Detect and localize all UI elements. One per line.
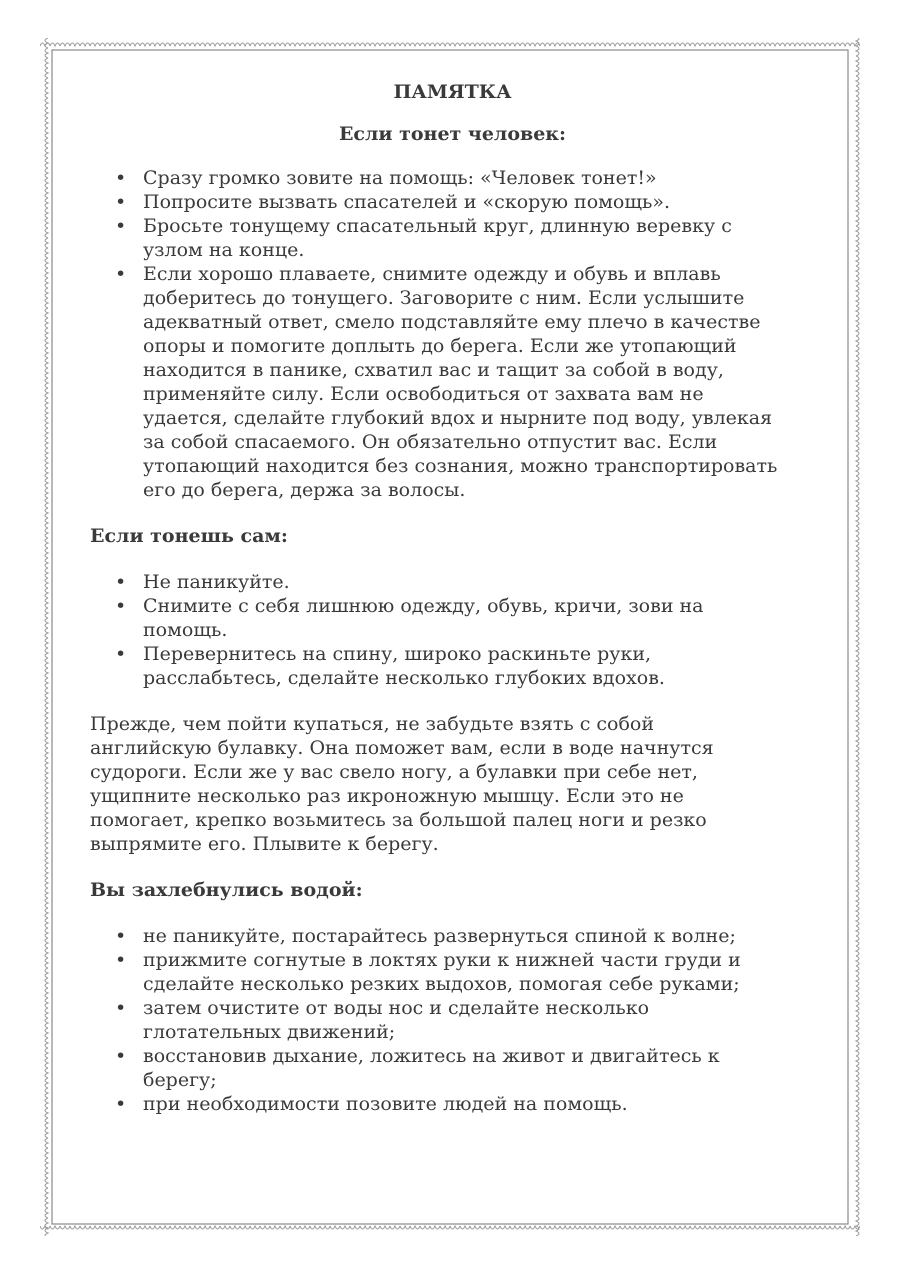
bullet-icon: • <box>115 925 127 947</box>
section-heading-self-drowning: Если тонешь сам: <box>90 525 288 547</box>
list-item: • прижмите согнутые в локтях руки к нижней части груди и сделайте несколько резких выдохов, помогая себе руками; <box>115 949 741 995</box>
list-item: • Не паникуйте. <box>115 571 290 593</box>
list-item: • восстановив дыхание, ложитесь на живот и двигайтесь к берегу; <box>115 1045 720 1091</box>
list-item: • Бросьте тонущему спасательный круг, длинную веревку с узлом на конце. <box>115 215 732 261</box>
section-heading-choked-on-water: Вы захлебнулись водой: <box>90 879 363 901</box>
list-item: • при необходимости позовите людей на помощь. <box>115 1093 628 1115</box>
bullet-icon: • <box>115 571 127 593</box>
bullet-icon: • <box>115 167 127 189</box>
list-choked-on-water <box>50 924 830 1116</box>
list-item: • Попросите вызвать спасателей и «скорую помощь». <box>115 191 671 213</box>
bullet-icon: • <box>115 643 127 665</box>
list-item: • не паникуйте, постарайтесь развернуться спиной к волне; <box>115 925 736 947</box>
bullet-icon: • <box>115 949 127 971</box>
pin-advice-paragraph: Прежде, чем пойти купаться, не забудьте взять с собой английскую булавку. Она поможет вам, если в воде начнутся судороги. Если же у вас свело ногу, а булавки при себе нет, ущипните несколько раз икроножную мышцу. Если это не помогает, крепко возьмитесь за большой палец ноги и резко выпрямите его. Плывите к берегу. <box>90 713 714 855</box>
list-someone-drowning <box>50 166 830 502</box>
bullet-icon: • <box>115 215 127 237</box>
list-item: • Сразу громко зовите на помощь: «Человек тонет!» <box>115 167 657 189</box>
bullet-icon: • <box>115 1045 127 1067</box>
bullet-icon: • <box>115 191 127 213</box>
page-title: ПАМЯТКА <box>393 81 512 103</box>
list-item: • Если хорошо плаваете, снимите одежду и обувь и вплавь доберитесь до тонущего. Заговорите с ним. Если услышите адекватный ответ, смело подставляйте ему плечо в качестве опоры и помогите доплыть до берега. Если же утопающий находится в панике, схватил вас и тащит за собой в воду, применяйте силу. Если освободиться от захвата вам не удается, сделайте глубокий вдох и нырните под воду, увлекая за собой спасаемого. Он обязательно отпустит вас. Если утопающий находится без сознания, можно транспортировать его до берега, держа за волосы. <box>115 263 778 501</box>
list-self-drowning <box>50 570 830 690</box>
bullet-icon: • <box>115 595 127 617</box>
list-item: • Снимите с себя лишнюю одежду, обувь, кричи, зови на помощь. <box>115 595 704 641</box>
bullet-icon: • <box>115 997 127 1019</box>
bullet-icon: • <box>115 263 127 285</box>
section-heading-someone-drowning: Если тонет человек: <box>338 123 567 145</box>
memo-content <box>90 80 830 1116</box>
list-item: • затем очистите от воды нос и сделайте несколько глотательных движений; <box>115 997 650 1043</box>
bullet-icon: • <box>115 1093 127 1115</box>
list-item: • Перевернитесь на спину, широко раскиньте руки, расслабьтесь, сделайте несколько глубоких вдохов. <box>115 643 665 689</box>
